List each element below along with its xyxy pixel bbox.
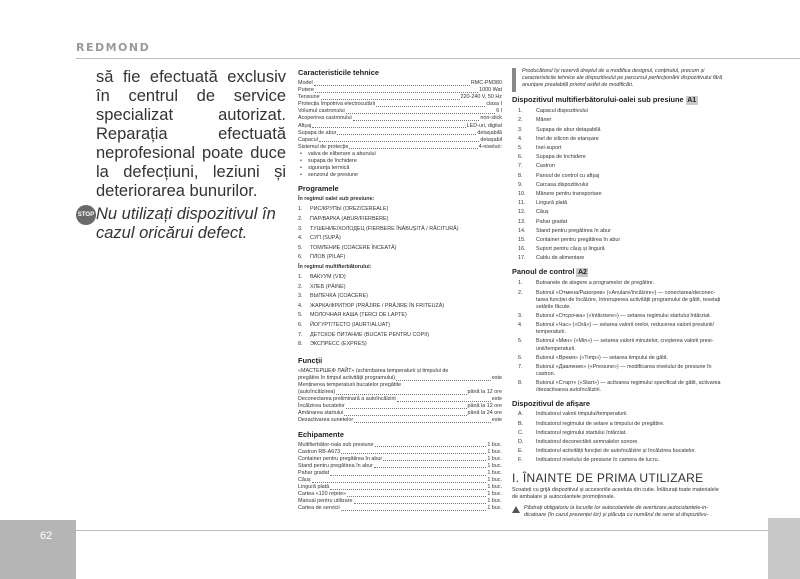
device-part [512, 154, 724, 161]
spec-row-value: 1000 Wat [479, 87, 502, 94]
spec-row-value: 220-240 V, 50 Hz [460, 94, 502, 101]
spec-row-value: 4-niveluri: [478, 143, 502, 150]
equipment-row [298, 456, 502, 463]
equipment-title: Echipamente [298, 429, 345, 439]
spec-row [298, 87, 502, 94]
program-item-number: 2. [298, 216, 303, 222]
device-part [512, 108, 724, 115]
display-indicator-text: Indicatorul regimului startului întârziat. [536, 429, 627, 436]
program-item-text: ПАР/ВАРКА (ABUR/FIERBERE) [310, 216, 389, 222]
panel-button-number: 2. [518, 289, 523, 296]
program-item-number: 3. [298, 293, 303, 300]
program-item-number: 4. [298, 235, 303, 242]
equipment-row-value: 1 buc. [487, 448, 502, 455]
device-part [512, 182, 724, 189]
spec-row [298, 101, 502, 108]
device-part-text: Stand pentru pregătirea în abur [536, 227, 611, 234]
equipment-row [298, 477, 502, 484]
equipment-row-label: Container pentru pregătirea în abur [298, 455, 383, 462]
panel-button-text: Butonul «Отмена/Разогрев» («Anulare/încălzire») — conectarea/deconectarea funcției de încălzire, întreruperea activității programului de gătit, resetați setările făcute. [536, 289, 721, 310]
equipment-row-label: Manual pentru utilizare [298, 498, 353, 505]
protection-item: • supapa de închidere [298, 158, 502, 165]
device-part-text: Container pentru pregătirea în abur [536, 236, 621, 243]
panel-button-number: 7. [518, 363, 523, 370]
program-item [298, 254, 502, 261]
specs-list [298, 80, 502, 151]
equipment-row-value: 1 buc. [487, 469, 502, 476]
program-item [298, 284, 502, 291]
program-item-number: 5. [298, 244, 303, 251]
header-divider [76, 58, 800, 59]
panel-button-text: Butonul «Мин» («Min») — setarea valorii minutelor, creșterea valorii presiunii/temperaturii. [536, 338, 714, 352]
program-item-text: ВАКУУМ (VID) [310, 274, 346, 281]
spec-row-value: clasa I [486, 101, 502, 108]
equipment-row-value: 1 buc. [487, 477, 502, 484]
program-item [298, 216, 502, 223]
function-line: pregătire în timpul activității programului) este [298, 374, 502, 381]
program-item [298, 341, 502, 348]
display-indicator [512, 430, 724, 437]
device-part-number: 4. [518, 135, 523, 142]
device-part-text: Pahar gradat [536, 218, 568, 225]
spec-row-value: 6 l [496, 108, 502, 115]
device-part-number: 17. [518, 255, 526, 262]
functions-title: Funcții [298, 355, 323, 365]
device-part [512, 145, 724, 152]
equipment-row-value: 1 buc. [487, 484, 502, 491]
panel-buttons-list [512, 280, 724, 394]
program-item-number: 3. [298, 225, 303, 232]
program-item-text: ЭКСПРЕСС (EXPRES) [310, 341, 367, 348]
device-part [512, 228, 724, 235]
program-item [298, 293, 502, 300]
panel-button-number: 4. [518, 322, 523, 329]
panel-button [512, 322, 724, 336]
device-part [512, 219, 724, 226]
device-part-text: Castron [536, 163, 555, 170]
stop-icon: STOP [76, 205, 96, 225]
footer-divider [76, 530, 800, 531]
program-item-number: 1. [298, 206, 303, 213]
spec-row [298, 115, 502, 122]
display-indicator-text: Indicatorul regimului de setare a timpului de pregătire. [536, 420, 665, 427]
device-part-text: Capacul dispozitivului [536, 108, 588, 115]
device-part-number: 10. [518, 190, 526, 197]
program-item [298, 322, 502, 329]
device-figure-tag: A1 [687, 97, 697, 105]
device-part-number: 7. [518, 163, 523, 170]
display-indicator [512, 448, 724, 455]
display-indicator-text: Indicatorul activității funcției de autoîncălzire și încălzirea bucatelor. [536, 448, 697, 455]
device-part-number: 6. [518, 154, 523, 161]
panel-button-text: Butoanele de alegere a programelor de pregătire. [536, 280, 655, 287]
panel-button-text: Butonul «Старт» («Start») — activarea regimului specificat de gătit, activarea /dezactivarea autoîncălzirii. [536, 380, 721, 394]
brand-logo: REDMOND [76, 41, 151, 54]
device-part-text: Inel-suport [536, 145, 562, 152]
display-indicator-number: B. [518, 420, 524, 427]
display-indicators-list [512, 411, 724, 464]
panel-button-number: 5. [518, 338, 523, 345]
program-item [298, 226, 502, 233]
device-part [512, 163, 724, 170]
equipment-row [298, 463, 502, 470]
device-part-text: Inel de silicon de etanșare [536, 135, 599, 142]
program-item [298, 245, 502, 252]
device-part-number: 14. [518, 227, 526, 234]
equipment-list [298, 442, 502, 513]
device-part [512, 117, 724, 124]
equipment-row-label: Multifierbător-oala sub presiune [298, 441, 374, 448]
spec-row [298, 123, 502, 130]
spec-row-value: LED-uri, digital [466, 122, 502, 129]
protection-item: • siguranța termică [298, 165, 502, 172]
device-part-number: 3. [518, 126, 523, 133]
panel-title: Panoul de control A2 [512, 267, 587, 277]
device-part-number: 9. [518, 181, 523, 188]
program-item [298, 235, 502, 242]
program-item-number: 7. [298, 331, 303, 338]
spec-row-label: Protecția împotriva electrocutării [298, 101, 375, 108]
programs-title: Programele [298, 184, 339, 194]
left-paragraph: să fie efectuată exclusiv în centrul de service specializat autorizat. Reparația efectuată neprofesional poate duce la defecțiuni, leziuni și deteriorarea bunurilor. [96, 68, 286, 200]
program-item [298, 274, 502, 281]
display-indicator-text: Indicatorul valorii timpului/temperaturii. [536, 411, 628, 418]
device-part-text: Supapa de abur detașabilă [536, 126, 601, 133]
warning-icon [512, 506, 520, 513]
warning-note: Păstrați obligatoriu la locurile lor autocolantele de avertizare,autocolantele-indicatoare (în cazul prezenței lor) și plăcuța cu numărul de serie al dispozitivu- [512, 505, 724, 519]
program-item-text: ХЛЕБ (PÂINE) [310, 283, 346, 290]
equipment-row-label: Lingură plată [298, 484, 330, 491]
program-item-text: ЙОГУРТ/ТЕСТО (IAURT/ALUAT) [310, 322, 391, 329]
device-parts-list [512, 108, 724, 262]
panel-button [512, 280, 724, 287]
device-part-text: Căuș [536, 209, 549, 216]
section-text: Scoateți cu grijă dispozitivul și accesoriile acestuia din cutie. Înlăturați toate materialele de ambalare și autocolantele promoționale. [512, 487, 719, 501]
equipment-row [298, 498, 502, 505]
equipment-row-value: 1 buc. [487, 441, 502, 448]
device-part [512, 237, 724, 244]
display-indicator [512, 439, 724, 446]
multi-program-list [298, 274, 502, 348]
display-indicator [512, 411, 724, 418]
device-part-text: Mânere pentru transportare [536, 190, 602, 197]
device-part-text: Supapa de închidere [536, 154, 586, 161]
panel-button-number: 8. [518, 380, 523, 387]
right-column [512, 68, 724, 519]
panel-figure-tag: A2 [577, 269, 587, 277]
spec-row-label: Volumul castronului [298, 108, 345, 115]
manufacturer-note: Producătorul își rezervă dreptul de a modifica designul, conținutul, precum și caracteristicile tehnice ale dispozitivului pe parcursul perfecționării dispozitivului fără anunțare prealabilă privind astfel de modificări. [522, 68, 723, 89]
function-line: Încălzirea bucatelor până la 12 ore [298, 403, 502, 410]
program-item-text: СУП (SUPĂ) [310, 235, 341, 242]
program-item-text: РИС/КРУПЫ (OREZ/CEREALE) [310, 206, 389, 213]
spec-row-label: Model [298, 80, 313, 86]
device-title: Dispozitivul multifierbătorului-oalei sub presiune A1 [512, 95, 697, 105]
equipment-row-value: 1 buc. [487, 505, 502, 512]
panel-button [512, 355, 724, 362]
program-item-number: 8. [298, 341, 303, 348]
pressure-program-list [298, 206, 502, 261]
device-part-number: 11. [518, 200, 526, 207]
protection-item: • senzorul de presiune [298, 172, 502, 179]
display-indicator [512, 421, 724, 428]
page-number-box [0, 520, 76, 579]
multi-mode-title: În regimul multifierbătorului: [298, 263, 372, 270]
equipment-row [298, 449, 502, 456]
protection-list [298, 151, 502, 179]
spec-row-value: non-stick [480, 115, 502, 122]
spec-row [298, 130, 502, 137]
spec-row-label: Acoperirea castronului [298, 115, 352, 122]
equipment-row [298, 442, 502, 449]
stop-text: Nu utilizați dispozitivul în cazul oricărui defect. [96, 205, 276, 242]
function-line: Deconectarea preliminară a autoîncălzirii este [298, 396, 502, 403]
function-line: Amânarea startului până la 24 ore [298, 410, 502, 417]
left-column [96, 68, 286, 201]
program-item [298, 332, 502, 339]
spec-row [298, 108, 502, 115]
spec-row-label: Supapa de abur [298, 129, 337, 136]
equipment-row [298, 470, 502, 477]
pressure-mode-title: În regimul oalei sub presiune: [298, 196, 375, 203]
equipment-row-value: 1 buc. [487, 462, 502, 469]
program-item-number: 1. [298, 274, 303, 281]
device-part-number: 12. [518, 209, 526, 216]
device-part-text: Carcasa dispozitivului [536, 181, 589, 188]
program-item-text: ТОМЛЕНИЕ (COACERE ÎNCEATĂ) [310, 244, 397, 251]
footer-strip [768, 518, 800, 579]
spec-row-label: Sistemul de protecție [298, 143, 349, 150]
device-part [512, 209, 724, 216]
program-item-text: ВЫПЕЧКА (COACERE) [310, 293, 368, 300]
page-number: 62 [40, 530, 53, 542]
function-line: «МАСТЕРШЕФ ЛАЙТ» (schimbarea temperaturii și timpului de [298, 367, 449, 374]
spec-row [298, 80, 502, 87]
display-indicator-text: Indicatorul deconectării semnalelor sonore. [536, 438, 639, 445]
panel-button-text: Butonul «Час» («Oră») — setarea valorii orelor, reducerea valorii presiunii/ temperaturii. [536, 322, 714, 336]
display-indicator-number: E. [518, 448, 524, 455]
program-item-number: 6. [298, 322, 303, 329]
panel-button [512, 338, 724, 352]
equipment-row-label: Stand pentru pregătirea în abur [298, 462, 373, 469]
display-indicator-text: Indicatorul nivelului de presiune în camera de lucru. [536, 457, 660, 464]
device-part-number: 1. [518, 108, 523, 115]
program-item [298, 206, 502, 213]
panel-button [512, 290, 724, 311]
spec-row-label: Capacul [298, 136, 318, 143]
program-item-number: 4. [298, 302, 303, 309]
display-indicator-number: F. [518, 457, 523, 464]
program-item-number: 2. [298, 283, 303, 290]
program-item-text: МОЛОЧНАЯ КАША (TERCI DE LAPTE) [310, 312, 407, 319]
panel-button-number: 1. [518, 280, 523, 287]
spec-row-value: detașabil [480, 136, 502, 143]
equipment-row-value: 1 buc. [487, 491, 502, 498]
equipment-row-label: Pahar gradat [298, 469, 330, 476]
specs-title: Caracteristicile tehnice [298, 68, 379, 77]
equipment-row-value: 1 buc. [487, 455, 502, 462]
device-part-number: 13. [518, 218, 526, 225]
device-part-text: Suport pentru căuș și lingură [536, 246, 605, 253]
device-part-number: 15. [518, 236, 526, 243]
device-part-number: 2. [518, 117, 523, 124]
equipment-row-label: Cartea «120 rețete» [298, 491, 346, 498]
device-part-text: Panoul de control cu afișaj [536, 172, 600, 179]
panel-button-text: Butonul «Отсрочка» («întârziere») — setarea regimului startului întârziat. [536, 312, 712, 319]
program-item-number: 6. [298, 254, 303, 261]
device-part [512, 127, 724, 134]
spec-row-value: detașabilă [477, 129, 502, 136]
device-part-text: Mâner [536, 117, 552, 124]
panel-button-number: 3. [518, 312, 523, 319]
panel-button [512, 313, 724, 320]
spec-row-label: Tensiune [298, 94, 320, 101]
device-part-number: 5. [518, 145, 523, 152]
program-item-text: ПЛОВ (PILAF) [310, 254, 346, 261]
device-part [512, 255, 724, 262]
middle-column [298, 68, 502, 513]
equipment-row-label: Cartea de servicii [298, 505, 340, 512]
device-part [512, 136, 724, 143]
device-part-number: 8. [518, 172, 523, 179]
function-line: Menținerea temperaturii bucatelor pregătite [298, 382, 402, 388]
device-part [512, 246, 724, 253]
spec-row [298, 94, 502, 101]
panel-button-number: 6. [518, 354, 523, 361]
display-indicator [512, 457, 724, 464]
device-part [512, 173, 724, 180]
spec-row [298, 144, 502, 151]
device-part [512, 200, 724, 207]
spec-row-label: Putere [298, 87, 314, 94]
panel-button-text: Butonul «Давление» («Presiune») — modificarea nivelului de presiune în castron. [536, 363, 712, 377]
section-heading: I. ÎNAINTE DE PRIMA UTILIZARE [512, 471, 704, 486]
function-line: (autoîncălzirea) până la 12 ore [298, 389, 502, 396]
equipment-row [298, 484, 502, 491]
spec-row [298, 137, 502, 144]
program-item-text: ТУШЕНИЕ/ХОЛОДЕЦ (FIERBERE ÎNĂBUȘITĂ / RĂCITURĂ) [310, 225, 459, 232]
equipment-row [298, 505, 502, 512]
device-part [512, 191, 724, 198]
spec-row-label: Afișaj [298, 122, 312, 129]
display-indicator-number: A. [518, 411, 524, 418]
program-item-number: 5. [298, 312, 303, 319]
function-line: Dezactivarea sunetelor este [298, 417, 502, 424]
protection-item: • valva de eliberare a aburului [298, 151, 502, 158]
panel-button [512, 380, 724, 394]
equipment-row-label: Castron RB-A673 [298, 448, 341, 455]
equipment-row [298, 491, 502, 498]
equipment-row-value: 1 buc. [487, 498, 502, 505]
panel-button [512, 364, 724, 378]
device-part-number: 16. [518, 246, 526, 253]
equipment-row-label: Căuș [298, 477, 311, 484]
program-item [298, 312, 502, 319]
device-part-text: Lingură plată [536, 200, 568, 207]
program-item-text: ЖАРКА/ФРИТЮР (PRĂJIRE / PRĂJIRE ÎN FRITEUZĂ) [310, 302, 445, 309]
panel-button-text: Butonul «Время» («Timp») — setarea timpului de gătit. [536, 354, 668, 361]
program-item [298, 303, 502, 310]
display-indicator-number: C. [518, 429, 524, 436]
display-title: Dispozitivul de afișare [512, 399, 591, 409]
device-part-text: Cablu de alimentare [536, 255, 585, 262]
display-indicator-number: D. [518, 438, 524, 445]
program-item-text: ДЕТСКОЕ ПИТАНИЕ (BUCATE PENTRU COPII) [310, 331, 430, 338]
spec-row-value: RMC-PM380 [470, 80, 502, 86]
